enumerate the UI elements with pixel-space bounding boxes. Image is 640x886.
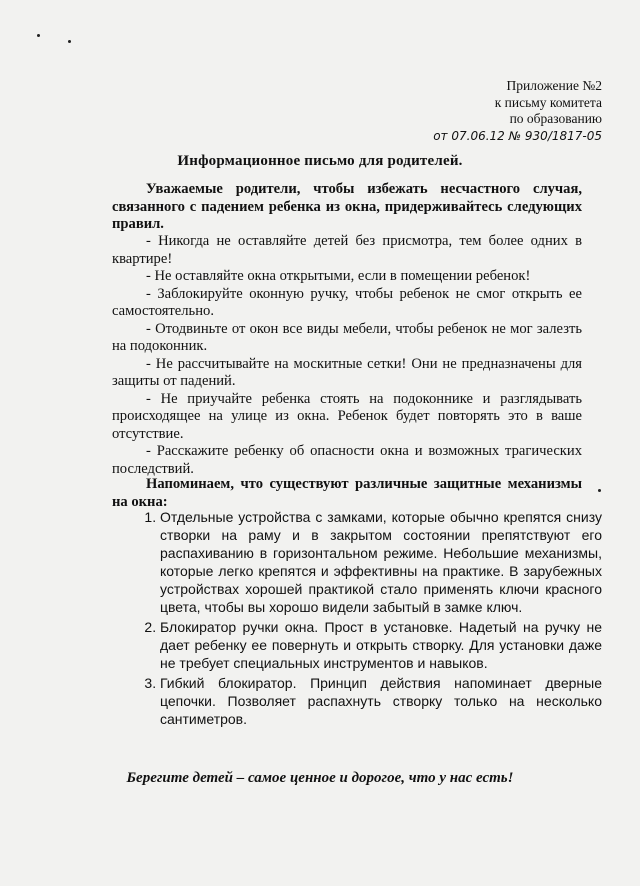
intro-text: Уважаемые родители, чтобы избежать несчастного случая, связанного с падением ребенка из окна, придерживайтесь следующих правил. — [112, 181, 582, 232]
rule-item: - Расскажите ребенку об опасности окна и возможных трагических последствий. — [112, 443, 582, 477]
mechanism-item: 3. Гибкий блокиратор. Принцип действия напоминает дверные цепочки. Позволяет распахнуть створку только на несколько сантиметров. — [160, 674, 602, 728]
scan-speck — [598, 489, 601, 492]
document-title: Информационное письмо для родителей. — [177, 153, 463, 169]
mechanisms-list — [140, 508, 602, 730]
scan-speck — [68, 40, 71, 43]
rules-list — [112, 233, 582, 478]
appendix-recipient: к письму комитета — [494, 94, 602, 110]
appendix-date-number: от 07.06.12 № 930/1817-05 — [433, 128, 602, 143]
mechanism-item: 2. Блокиратор ручки окна. Прост в установке. Надетый на ручку не дает ребенку ее повернуть и открыть створку. Для установки даже не требует специальных инструментов и навыков. — [160, 618, 602, 672]
rule-item: - Не рассчитывайте на москитные сетки! Они не предназначены для защиты от падений. — [112, 355, 582, 389]
appendix-number: Приложение №2 — [506, 78, 602, 93]
rule-item: - Не оставляйте окна открытыми, если в помещении ребенок! — [146, 268, 531, 284]
mechanism-item: 1. Отдельные устройства с замками, которые обычно крепятся снизу створки на раму и в закрытом состоянии препятствуют его распахиванию в горизонтальном режиме. Небольшие механизмы, которые легко крепятся и эффективны на практике. В зарубежных устройствах хорошей практикой стало применять ключи красного цвета, чтобы вы хорошо видели забытый в замке ключ. — [160, 508, 602, 616]
rule-item: - Никогда не оставляйте детей без присмотра, тем более одних в квартире! — [112, 233, 582, 267]
appendix-committee: по образованию — [509, 111, 602, 126]
scan-speck — [37, 34, 40, 37]
reminder-text: Напоминаем, что существуют различные защитные механизмы на окна: — [112, 476, 582, 510]
intro-paragraph — [112, 181, 582, 234]
closing-line: Берегите детей – самое ценное и дорогое, что у нас есть! — [126, 770, 514, 786]
rule-item: - Не приучайте ребенка стоять на подоконнике и разглядывать происходящее на улице из окна. Ребенок будет повторять это в ваше отсутствие. — [112, 390, 582, 442]
rule-item: - Заблокируйте оконную ручку, чтобы ребенок не смог открыть ее самостоятельно. — [112, 285, 582, 319]
reminder-heading — [112, 476, 582, 511]
appendix-header — [432, 78, 602, 144]
rule-item: - Отодвиньте от окон все виды мебели, чтобы ребенок не мог залезть на подоконник. — [112, 320, 582, 354]
